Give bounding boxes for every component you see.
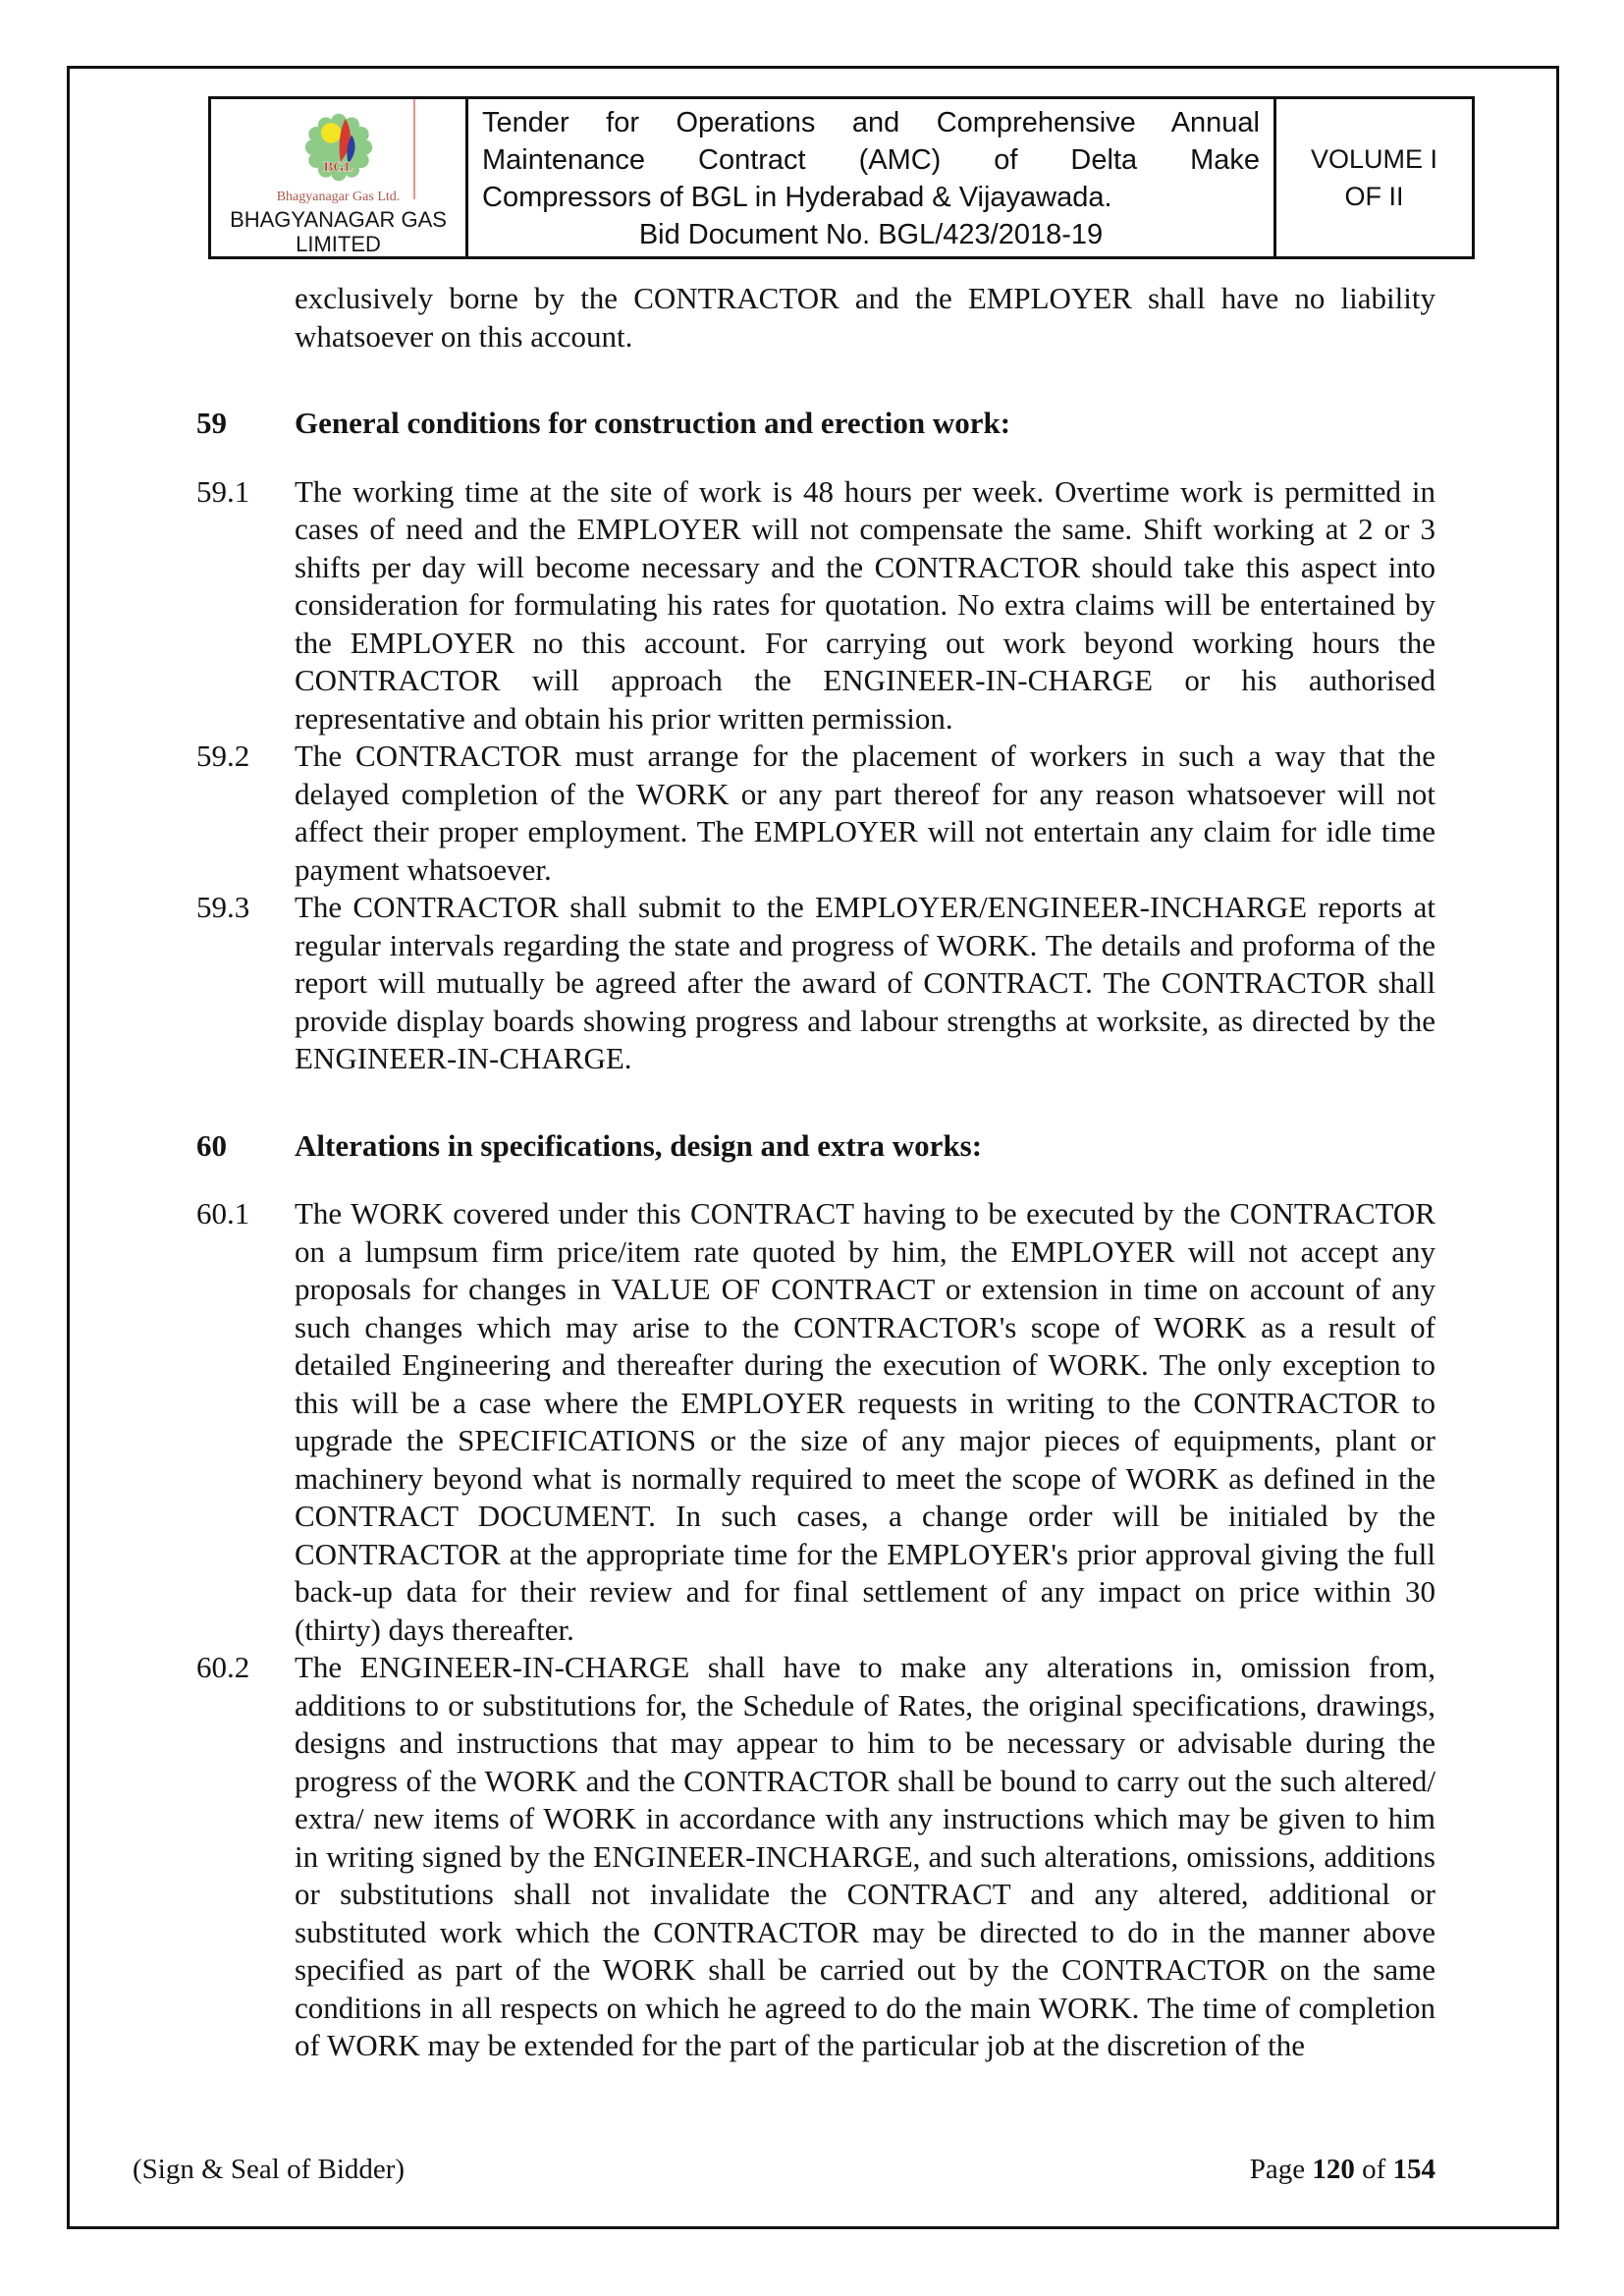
volume-line2: OF II — [1344, 182, 1404, 211]
clause-number: 60.2 — [196, 1650, 250, 1684]
section-number: 59 — [196, 406, 227, 440]
clause-number: 59.1 — [196, 473, 250, 509]
header-logo-cell — [211, 99, 468, 256]
logo-monogram: BGL — [323, 159, 353, 176]
page-footer — [133, 2151, 1435, 2188]
tender-title-line3: Compressors of BGL in Hyderabad & Vijayawada. — [482, 182, 1112, 213]
scan-artifact-line — [413, 99, 415, 199]
clause-59-2 — [196, 738, 1435, 889]
clause-text: The CONTRACTOR must arrange for the placement of workers in such a way that the delayed completion of the WORK or any part thereof for any reason whatsoever will not affect their proper employment. The EMPLOYER will not entertain any claim for idle time payment whatsoever. — [295, 738, 1435, 887]
section-heading-60 — [196, 1127, 1435, 1166]
section-title: General conditions for construction and erection work: — [295, 406, 1011, 440]
clause-text: The ENGINEER-IN-CHARGE shall have to make any alterations in, omission from, additions to or substitutions for, the Schedule of Rates, the original specifications, drawings, designs and instructions that may appear to him to be necessary or advisable during the progress of the WORK and the CONTRACTOR shall be bound to carry out the such altered/ extra/ new items of WORK in accordance with any instructions which may be given to him in writing signed by the ENGINEER-INCHARGE, and such alterations, omissions, additions or substitutions shall not invalidate the CONTRACT and any altered, additional or substituted work which the CONTRACTOR may be directed to do in the manner above specified as part of the WORK shall be carried out by the CONTRACTOR on the same conditions in all respects on which he agreed to do the main WORK. The time of completion of WORK may be extended for the part of the particular job at the discretion of the — [295, 1650, 1435, 2062]
logo-caption: Bhagyanagar Gas Ltd. — [276, 190, 401, 204]
bid-document-number: Bid Document No. BGL/423/2018-19 — [638, 219, 1104, 250]
intro-paragraph: exclusively borne by the CONTRACTOR and the EMPLOYER shall have no liability whatsoever on this account. — [295, 281, 1435, 354]
section-heading-59 — [196, 405, 1435, 443]
logo-sun — [320, 123, 341, 143]
header-title-cell — [468, 99, 1276, 256]
volume-line1: VOLUME I — [1310, 144, 1438, 174]
clause-59-3 — [196, 889, 1435, 1078]
clause-text: The working time at the site of work is 48 hours per week. Overtime work is permitted in cases of need and the EMPLOYER will not compensate the same. Shift working at 2 or 3 shifts per day will become necessary and the CONTRACTOR should take this aspect into consideration for formulating his rates for quotation. No extra claims will be entertained by the EMPLOYER no this account. For carrying out work beyond working hours the CONTRACTOR will approach the ENGINEER-IN-CHARGE or his authorised representative and obtain his prior written permission. — [295, 473, 1435, 736]
section-number: 60 — [196, 1127, 227, 1163]
page-total: 154 — [1392, 2154, 1435, 2185]
clause-text: The CONTRACTOR shall submit to the EMPLOYER/ENGINEER-INCHARGE reports at regular intervals regarding the state and progress of WORK. The details and proforma of the report will mutually be agreed after the award of CONTRACT. The CONTRACTOR shall provide display boards showing progress and labour strengths at worksite, as directed by the ENGINEER-IN-CHARGE. — [295, 890, 1435, 1075]
clause-60-2 — [196, 1649, 1435, 2065]
clause-60-1 — [196, 1195, 1435, 1649]
header-volume-cell — [1276, 99, 1472, 256]
clause-number: 60.1 — [196, 1196, 250, 1230]
header-table — [208, 96, 1475, 259]
page-border — [67, 66, 1559, 2229]
page-current: 120 — [1312, 2154, 1355, 2185]
clause-number: 59.2 — [196, 738, 250, 773]
company-name-line1: BHAGYANAGAR GAS — [230, 207, 447, 232]
tender-title-line1: Tender for Operations and Comprehensive Annual — [482, 107, 1260, 138]
bgl-logo-icon — [295, 105, 383, 191]
clause-number: 59.3 — [196, 890, 250, 924]
document-body — [196, 280, 1435, 2065]
of-label: of — [1354, 2154, 1393, 2185]
company-name — [230, 207, 447, 256]
company-name-line2: LIMITED — [296, 232, 381, 256]
clause-59-1 — [196, 473, 1435, 738]
page-label: Page — [1249, 2154, 1313, 2185]
clause-text: The WORK covered under this CONTRACT having to be executed by the CONTRACTOR on a lumpsum firm price/item rate quoted by him, the EMPLOYER will not accept any proposals for changes in VALUE OF CONTRACT or extension in time on account of any such changes which may arise to the CONTRACTOR's scope of WORK as a result of detailed Engineering and thereafter during the execution of WORK. The only exception to this will be a case where the EMPLOYER requests in writing to the CONTRACTOR to upgrade the SPECIFICATIONS or the size of any major pieces of equipments, plant or machinery beyond what is normally required to meet the scope of WORK as defined in the CONTRACT DOCUMENT. In such cases, a change order will be initialed by the CONTRACTOR at the appropriate time for the EMPLOYER's prior approval giving the full back-up data for their review and for final settlement of any impact on price within 30 (thirty) days thereafter. — [295, 1196, 1435, 1647]
sign-seal-note: (Sign & Seal of Bidder) — [133, 2154, 406, 2185]
section-title: Alterations in specifications, design and extra works: — [295, 1127, 983, 1163]
page-number — [1250, 2151, 1435, 2188]
tender-title-line2: Maintenance Contract (AMC) of Delta Make — [482, 144, 1260, 176]
